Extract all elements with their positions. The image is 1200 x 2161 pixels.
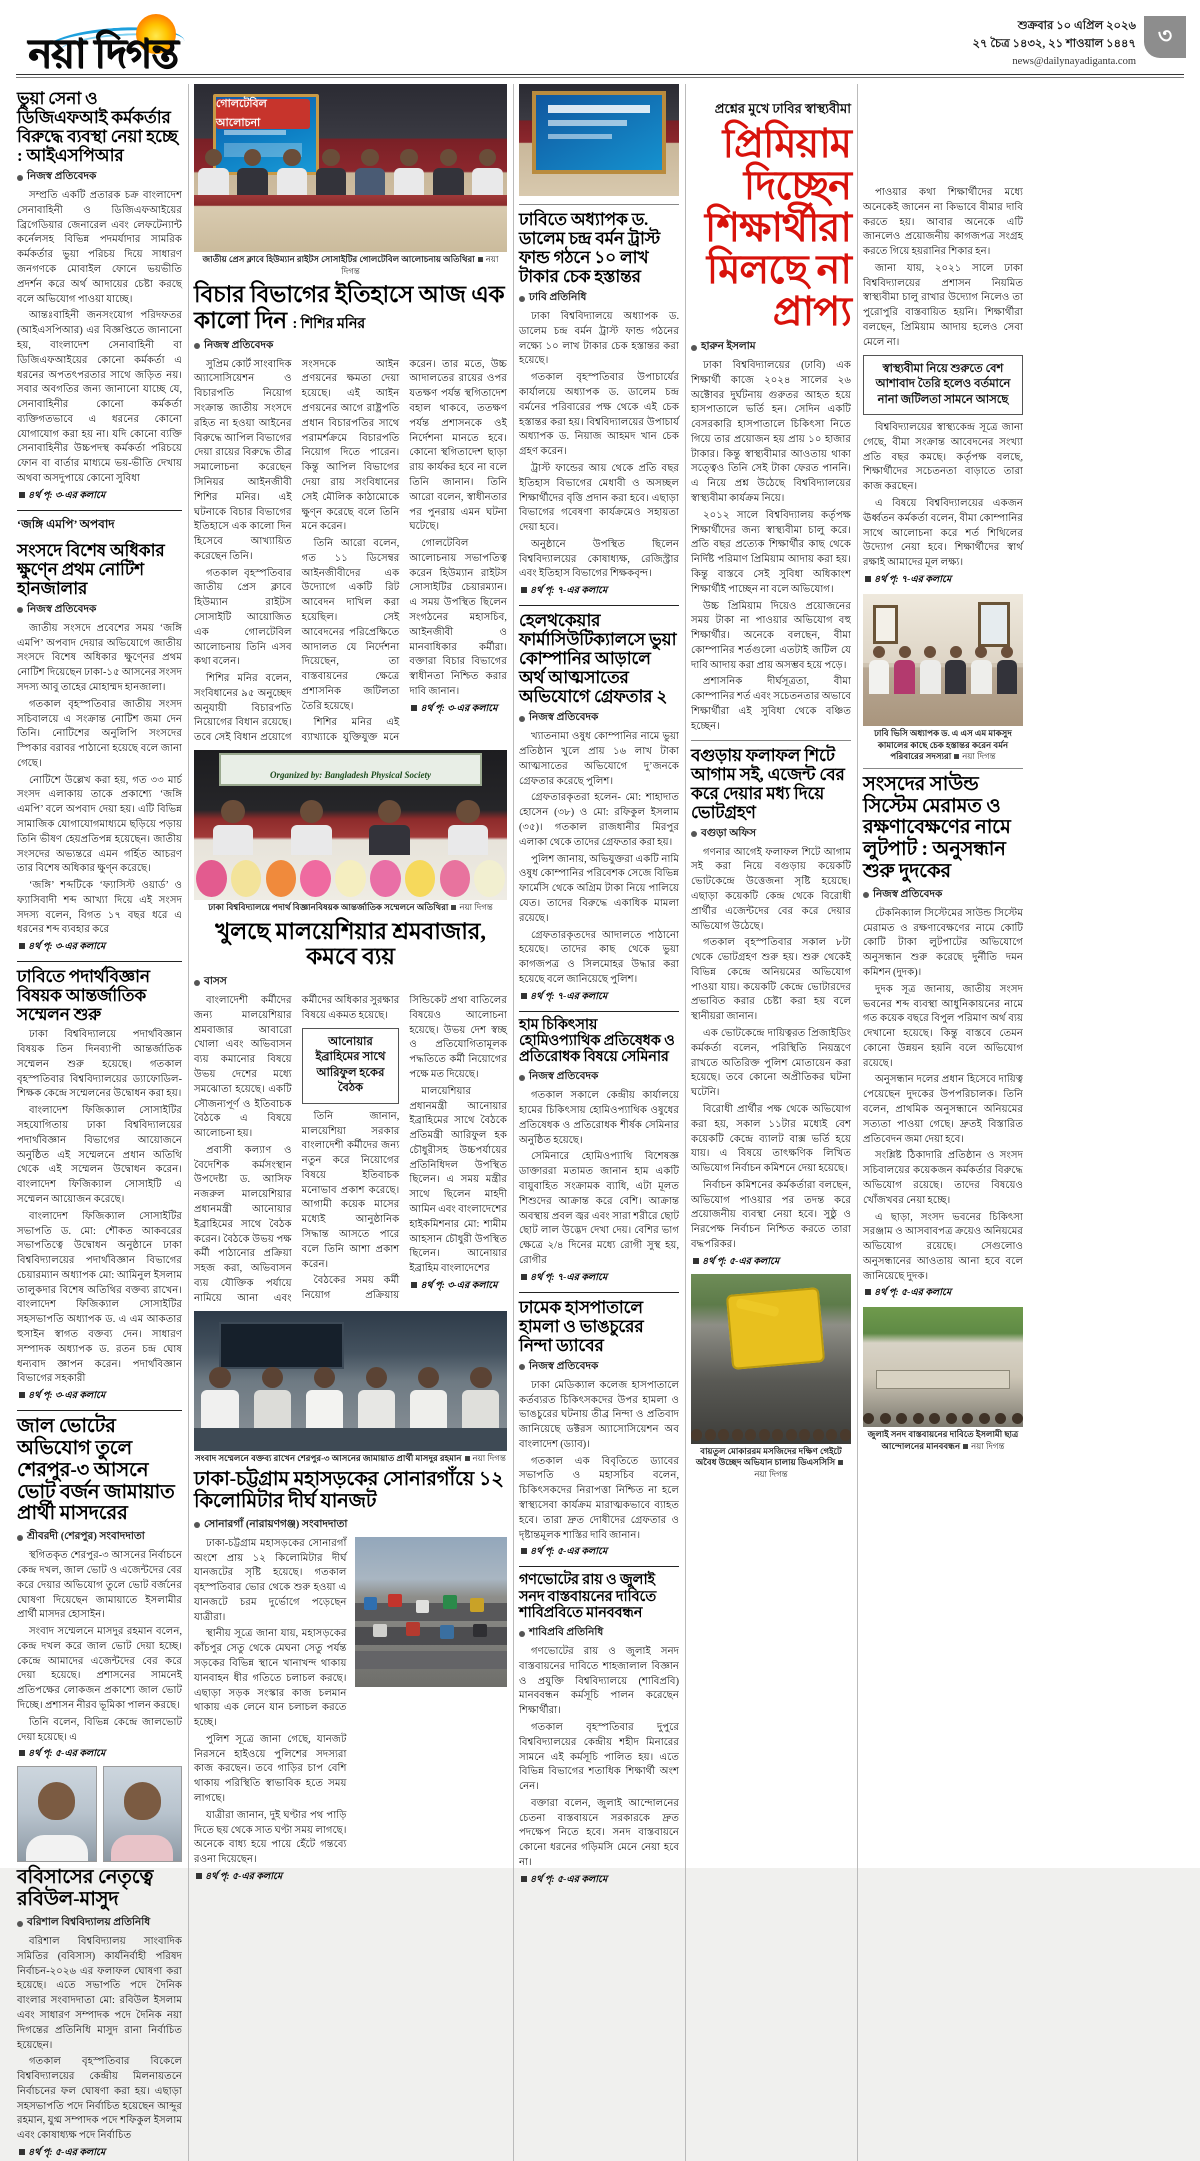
byline-jongi-mp <box>17 602 182 619</box>
paragraph: নির্বাচন কমিশনের কর্মকর্তারা বলছেন, অভিযোগ পাওয়ার পর তদন্ত করে প্রয়োজনীয় ব্যবস্থা নেয়া হবে। সুষ্ঠু ও নিরপেক্ষ নির্বাচন নিশ্চিত করতে তারা বদ্ধপরিকর। <box>691 1179 851 1250</box>
paragraph: শিশির মনির বলেন, সংবিধানের ৯৫ অনুচ্ছেদ অনুযায়ী বিচারপতি নিয়োগের বিধান রয়েছে। তবে সেই বিধান প্রয়োগে সংসদকে আইন প্রণয়নের ক্ষমতা দেয়া হয়েছে। এই আইন প্রণয়নের আগে রাষ্ট্রপতি প্রধান বিচারপতির সাথে পরামর্শক্রমে বিচারপতি নিয়োগ দিতে পারেন। কিন্তু আপিল বিভাগের দেয়া রায় সংবিধানের সেই মৌলিক কাঠামোকে ক্ষুণ্ন করেছে বলে তিনি মনে করেন। <box>194 358 400 744</box>
photo-traffic-column <box>355 1537 508 1885</box>
paragraph: গতকাল বৃহস্পতিবার সকাল ৮টা থেকে ভোটগ্রহণ শুরু হয়। শুরু থেকেই বিভিন্ন কেন্দ্রে অনিয়মের অভিযোগ পাওয়া যায়। কয়েকটি কেন্দ্রে ভোটারদের প্রভাবিত করার চেষ্টা করা হয় বলে স্থানীয়রা জানান। <box>691 937 851 1023</box>
paragraph: প্রশাসনিক দীর্ঘসূত্রতা, বীমা কোম্পানির শর্ত এবং সচেতনতার অভাবে শিক্ষার্থীরা এই সুবিধা থেকে বঞ্চিত হচ্ছেন। <box>691 676 851 732</box>
byline-text: নিজস্ব প্রতিবেদক <box>873 888 943 900</box>
paragraph: ঢাকা-চট্টগ্রাম মহাসড়কের সোনারগাঁ অংশে প্রায় ১২ কিলোমিটার দীর্ঘ যানজটের সৃষ্টি হয়েছে। গতকাল বৃহস্পতিবার ভোর থেকে শুরু হওয়া এ যানজটে চরম দুর্ভোগে পড়েছেন যাত্রীরা। <box>194 1537 347 1623</box>
byline-text: নিজস্ব প্রতিবেদক <box>529 712 599 724</box>
jump-text: ৪র্থ পৃ: ৩-এর কলামে <box>28 489 106 501</box>
pullquote-box: আনোয়ার ইব্রাহিমের সাথে আরিফুল হকের বৈঠক <box>302 1028 400 1104</box>
paragraph: সেমিনারে হোমিওপ্যাথি বিশেষজ্ঞ ডাক্তাররা মতামত জানান হাম একটি বায়ুবাহিত সংক্রামক ব্যাধি, এটা মূলত শিশুদের আক্রান্ত করে বেশি। আক্রান্ত অবস্থায় প্রবল জ্বর এবং সারা শরীরে ছোট ছোট লাল উদ্ভেদ দেখা দেয়। বেশির ভাগ ক্ষেত্রে ২/৪ দিনের মধ্যে রোগী সুস্থ হয়, রোগীর <box>519 1151 679 1266</box>
photo-content <box>519 84 679 196</box>
jump-line[interactable] <box>409 702 507 717</box>
person-head-shape <box>124 1782 161 1819</box>
paragraph: বিরোধী প্রার্থীর পক্ষ থেকে অভিযোগ করা হয়, সকাল ১১টার মধ্যেই বেশ কয়েকটি কেন্দ্রে ব্যালট বাক্স ভর্তি হয়ে যায়। এ বিষয়ে তাৎক্ষণিক লিখিত অভিযোগ নির্বাচন কমিশনে দেয়া হয়েছে। <box>691 1103 851 1175</box>
paragraph: এ ছাড়া, সংসদ ভবনের চিকিৎসা সরঞ্জাম ও আসবাবপত্র ক্রয়েও অনিয়মের অভিযোগ রয়েছে। সেগুলোও অনুসন্ধানের আওতায় আনা হবে বলে জানিয়েছে দুদক। <box>863 1211 1023 1282</box>
article-malaysia-labour <box>194 919 507 1307</box>
kicker-jongi-mp: ‘জঙ্গি এমপি’ অপবাদ <box>17 516 115 531</box>
jump-text: ৪র্থ পৃ: ৭-এর কলামে <box>874 573 952 585</box>
paragraph: দুদক সূত্র জানায়, জাতীয় সংসদ ভবনের শব্দ ব্যবস্থা আধুনিকায়নের নামে গত কয়েক বছরে বিপুল পরিমাণ অর্থ ব্যয় দেখানো হয়েছে। কিন্তু বাস্তবে তেমন কোনো উন্নয়ন হয়নি বলে অভিযোগ রয়েছে। <box>863 983 1023 1069</box>
bullet-icon <box>519 1075 525 1081</box>
bullet-icon <box>519 296 525 302</box>
paragraph: ঢাকা বিশ্ববিদ্যালয়ে অধ্যাপক ড. ডালেম চন্দ্র বর্মন ট্রাস্ট ফান্ড গঠনের লক্ষ্যে ১০ লাখ টাকার চেক হস্তান্তর করা হয়েছে। <box>519 311 679 367</box>
article-physics-conference <box>17 967 182 1404</box>
byline-trust-fund <box>519 290 679 307</box>
jump-line[interactable] <box>863 573 1023 588</box>
column-3 <box>514 84 684 2161</box>
jump-line[interactable] <box>863 1286 1023 1301</box>
crowd-row <box>863 1365 1023 1427</box>
article-isprfake <box>17 89 182 504</box>
byline-sound-system <box>863 887 1023 904</box>
photo-caption <box>194 1453 507 1465</box>
headline-trust-fund[interactable]: ঢাবিতে অধ্যাপক ড. ডালেম চন্দ্র বর্মন ট্রাস্ট ফান্ড গঠনে ১০ লাখ টাকার চেক হস্তান্তর <box>519 210 660 287</box>
photo-physics-conference <box>194 750 507 900</box>
byline-judiciary <box>194 338 507 355</box>
paragraph: ট্রাস্ট ফান্ডের আয় থেকে প্রতি বছর ইতিহাস বিভাগের মেধাবী ও অসচ্ছল শিক্ষার্থীদের বৃত্তি প্রদান করা হবে। এছাড়া বিভাগের গবেষণা কার্যক্রমেও সহায়তা দেয়া হবে। <box>519 462 679 534</box>
jump-text: ৪র্থ পৃ: ৫-এর কলামে <box>205 1870 283 1882</box>
paragraph: গতকাল সকালে কেন্দ্রীয় কার্যালয়ে হামের চিকিৎসায় হোমিওপ্যাথিক ওষুধের প্রতিষেধক ও প্রতিরোধক শীর্ষক সেমিনার অনুষ্ঠিত হয়েছে। <box>519 1090 679 1146</box>
column-1 <box>12 84 187 2161</box>
paragraph: বাংলাদেশ ফিজিক্যাল সোসাইটির সহযোগিতায় ঢাকা বিশ্ববিদ্যালয়ের পদার্থবিজ্ঞান বিভাগের আয়োজনে অনুষ্ঠিত এই সম্মেলনে প্রধান অতিথি থেকে এই সম্মেলন উদ্বোধন করেন। বাংলাদেশ ফিজিক্যাল সোসাইটি এ সম্মেলন আয়োজন করেছে। <box>17 1105 182 1205</box>
photo-human-chain <box>863 1307 1023 1427</box>
gregorian-date: শুক্রবার ১০ এপ্রিল ২০২৬ <box>1017 20 1136 32</box>
headline-sound-system-loot[interactable]: সংসদের সাউন্ড সিস্টেম মেরামত ও রক্ষণাবেক্ষণের নামে লুটপাট : অনুসন্ধান শুরু দুদকের <box>863 773 1011 883</box>
byline-dmch <box>519 1359 679 1376</box>
byline-homeopathy <box>519 1069 679 1086</box>
article-jongi-mp <box>17 516 182 956</box>
paragraph: গ্রেফতারকৃতরা হলেন- মো: শাহাদাত হোসেন (৩৮) ও মো: রফিকুল ইসলাম (৩৫)। গতকাল রাজধানীর মিরপুর এলাকা থেকে তাদের গ্রেফতার করা হয়। <box>519 792 679 848</box>
caption-text: সংবাদ সম্মেলনে বক্তব্য রাখেন শেরপুর-৩ আসনের জামায়াত প্রার্থী মাসদুর রহমান <box>195 1452 462 1463</box>
byline-pharma <box>519 710 679 727</box>
article-judiciary-black-day <box>194 282 507 746</box>
photo-content <box>355 1537 508 1687</box>
person-shirt-shape <box>111 1835 173 1861</box>
headline-sust-protest[interactable]: গণভোটের রায় ও জুলাই সনদ বাস্তবায়নের দাবিতে শাবিপ্রবিতে মানববন্ধন <box>519 1572 657 1621</box>
kicker-main-story: প্রশ্নের মুখে ঢাবির স্বাস্থ্যবীমা <box>714 101 851 116</box>
byline-malaysia <box>194 974 507 991</box>
article-body-columns <box>194 994 507 1306</box>
excavator-shape <box>726 1287 825 1370</box>
article-homeopathy-seminar <box>519 1017 679 1286</box>
byline-sherpur <box>17 1529 182 1546</box>
bullet-icon <box>194 343 200 349</box>
section-divider <box>519 1011 679 1012</box>
caption-credit: নয়া দিগন্ত <box>459 902 493 912</box>
article-parliament-sound-system <box>863 774 1023 1302</box>
byline-bogura <box>691 826 851 843</box>
photo-content <box>863 594 1023 726</box>
bullet-icon <box>691 831 697 837</box>
paragraph: বরিশাল বিশ্ববিদ্যালয় সাংবাদিক সমিতির (ববিসাস) কার্যনির্বাহী পরিষদ নির্বাচন-২০২৬ এর ফলাফল ঘোষণা করা হয়েছে। এতে সভাপতি পদে দৈনিক বাংলার সংবাদদাতা মো: রবিউল ইসলাম এবং সাধারণ সম্পাদক পদে দৈনিক নয়া দিগন্তের প্রতিনিধি মাসুদ রানা নির্বাচিত হয়েছেন। <box>17 1936 182 2051</box>
masthead-divider-secondary <box>16 77 1184 78</box>
paragraph: বাংলাদেশী কর্মীদের জন্য মালয়েশিয়ার শ্রমবাজার আবারো খোলা এবং অভিবাসন ব্যয় কমানোর বিষয়ে উভয় দেশের মধ্যে সমঝোতা হয়েছে। একটি সৌজন্যপূর্ণ ও ইতিবাচক বৈঠকে এ বিষয়ে আলোচনা হয়। <box>194 995 292 1140</box>
bullet-icon <box>17 175 23 181</box>
portrait-photo <box>17 1766 97 1862</box>
paragraph: এ বিষয়ে বিশ্ববিদ্যালয়ের একজন ঊর্ধ্বতন কর্মকর্তা বলেন, বীমা কোম্পানির সাথে আলোচনা করে শর্ত শিথিলের উদ্যোগ নেয়া হবে। শিক্ষার্থীদের স্বার্থ রক্ষাই আমাদের মূল লক্ষ্য। <box>863 498 1023 569</box>
paragraph: তিনি আরো বলেন, গত ১১ ডিসেম্বর আইনজীবীদের এক উদ্যোগে একটি রিট আবেদন দাখিল করা হয়েছিল। সেই আবেদনের পরিপ্রেক্ষিতে আদালত যে নির্দেশনা দিয়েছেন, তা বাস্তবায়নের ক্ষেত্রে প্রশাসনিক জটিলতা তৈরি হয়েছে। <box>301 538 400 712</box>
photo-people-row <box>194 1361 507 1428</box>
byline-text: ঢাবি প্রতিনিধি <box>529 292 587 304</box>
headline-isprfake[interactable]: ভুয়া সেনা ও ডিজিএফআই কর্মকর্তার বিরুদ্ধে ব্যবস্থা নেয়া হচ্ছে : আইএসপিআর <box>17 89 178 166</box>
photo-people-row <box>863 618 1023 695</box>
caption-text: জুলাই সনদ বাস্তবায়নের দাবিতে ইসলামী ছাত্র আন্দোলনের মানববন্ধন <box>867 1429 1019 1451</box>
jump-text: ৪র্থ পৃ: ৫-এর কলামে <box>702 1255 780 1267</box>
paragraph: নোটিশে উল্লেখ করা হয়, গত ৩৩ মার্চ সংসদ এলাকায় তাকে প্রকাশ্যে ‘জঙ্গি এমপি’ বলে অপবাদ দেয়া হয়। এটি বিভিন্ন সামাজিক যোগাযোগমাধ্যমে ছড়িয়ে পড়ায় তিনি ভীষণ হেয়প্রতিপন্ন হয়েছেন। জাতীয় সংসদের অভ্যন্তরে এমন গর্হিত আচরণ তার বিশেষ অধিকার ক্ষুণ্ন করেছে। <box>17 774 182 875</box>
paragraph: বৈঠকের সময় কর্মী নিয়োগ প্রক্রিয়ায় সিন্ডিকেট প্রথা বাতিলের বিষয়েও আলোচনা হয়েছে। উভয় দেশ স্বচ্ছ ও প্রতিযোগিতামূলক পদ্ধতিতে কর্মী নিয়োগের পক্ষে মত দিয়েছে। <box>301 995 507 1302</box>
paragraph: সংশ্লিষ্ট ঠিকাদারি প্রতিষ্ঠান ও সংসদ সচিবালয়ের কয়েকজন কর্মকর্তার বিরুদ্ধে অভিযোগ রয়েছে। তাদের বিষয়েও খোঁজখবর নেয়া হচ্ছে। <box>863 1150 1023 1206</box>
paragraph: সুপ্রিম কোর্ট সাংবাদিক অ্যাসোসিয়েশন ও বিচারপতি নিয়োগ সংক্রান্ত জাতীয় সংসদে রহিত না হওয়া আইনের বিরুদ্ধে আপিল বিভাগের দেয়া রায়ের বিরুদ্ধে তীব্র সমালোচনা করেছেন সিনিয়র আইনজীবী শিশির মনির। এই ঘটনাকে বিচার বিভাগের ইতিহাসে এক কালো দিন হিসেবে আখ্যায়িত করেছেন তিনি। <box>194 358 292 562</box>
jump-line[interactable] <box>691 1255 851 1270</box>
spacer-headline-overflow <box>863 100 1023 186</box>
jump-line[interactable] <box>519 584 679 599</box>
bullet-icon <box>17 1921 23 1927</box>
jump-line[interactable] <box>17 2146 182 2161</box>
photo-caption <box>194 902 507 914</box>
person-head-shape <box>38 1782 75 1819</box>
jump-text: ৪র্থ পৃ: ৫-এর কলামে <box>28 1748 106 1760</box>
section-divider <box>519 1292 679 1293</box>
bullet-icon <box>691 345 697 351</box>
byline-bobisas <box>17 1915 182 1932</box>
photo-content <box>194 750 507 900</box>
portrait-photo <box>103 1766 183 1862</box>
bullet-icon <box>519 1364 525 1370</box>
paragraph: ঢাকা মেডিক্যাল কলেজ হাসপাতালে কর্তব্যরত চিকিৎসকদের উপর হামলা ও ভাঙচুরের ঘটনায় তীব্র নিন্দা ও প্রতিবাদ জানিয়েছে ডক্টরস অ্যাসোসিয়েশন অব বাংলাদেশ (ড্যাব)। <box>519 1379 679 1450</box>
paragraph: পুলিশ জানায়, অভিযুক্তরা একটি নামি ওষুধ কোম্পানির পরিবেশক সেজে বিভিন্ন ফার্মেসি থেকে অগ্রিম টাকা নিয়ে পালিয়ে যেত। তাদের বিরুদ্ধে একাধিক মামলা রয়েছে। <box>519 853 679 924</box>
paragraph: গতকাল এক বিবৃতিতে ড্যাবের সভাপতি ও মহাসচিব বলেন, চিকিৎসকদের নিরাপত্তা নিশ্চিত না হলে স্বাস্থ্যসেবা কার্যক্রম মারাত্মকভাবে ব্যাহত হবে। তারা দ্রুত দোষীদের গ্রেফতার ও দৃষ্টান্তমূলক শাস্তির দাবি জানান। <box>519 1455 679 1541</box>
pullquote-main-story: স্বাস্থ্যবীমা নিয়ে শুরুতে বেশ আশাবাদ তৈরি হলেও বর্তমানে নানা জটিলতা সামনে আসছে <box>863 355 1023 416</box>
article-text-block <box>194 1537 347 1885</box>
bullet-icon <box>17 1535 23 1541</box>
article-bobisas <box>17 1867 182 2161</box>
jump-line[interactable] <box>194 1870 347 1885</box>
photo-content <box>863 1307 1023 1427</box>
photo-table-front <box>194 195 507 252</box>
caption-text: ঢাবি ভিসি অধ্যাপক ড. এ এস এম মাকসুদ কামালের কাছে চেক হস্তান্তর করেন বর্মন পরিবারের সদস্যরা <box>874 727 1012 762</box>
main-photo-left <box>519 84 679 199</box>
article-with-photo <box>194 1537 507 1885</box>
jump-line[interactable] <box>519 1545 679 1560</box>
masthead-dateline <box>973 18 1136 70</box>
bullet-icon <box>17 607 23 613</box>
headline-pharma-fraud[interactable]: হেলথকেয়ার ফার্মাসিউটিক্যালসে ভুয়া কোম্পানির আড়ালে অর্থ আত্মসাতের অভিযোগে গ্রেফতার ২ <box>519 611 677 707</box>
paragraph: বিশ্ববিদ্যালয়ের স্বাস্থ্যকেন্দ্র সূত্রে জানা গেছে, বীমা সংক্রান্ত আবেদনের সংখ্যা প্রতি বছর কমছে। কর্তৃপক্ষ বলছে, শিক্ষার্থীদের সচেতনতা বাড়াতে তারা কাজ করছেন। <box>863 422 1023 493</box>
photo-caption <box>194 254 507 277</box>
byline-text: নিজস্ব প্রতিবেদক <box>529 1360 599 1372</box>
caption-credit: নয়া দিগন্ত <box>341 254 499 276</box>
headline-physics-conference[interactable]: ঢাবিতে পদার্থবিজ্ঞান বিষয়ক আন্তর্জাতিক সম্মেলন শুরু <box>17 967 150 1025</box>
paragraph: গোলটেবিল আলোচনায় সভাপতিত্ব করেন হিউম্যান রাইটস সোসাইটির চেয়ারম্যান। এ সময় উপস্থিত ছিলেন সংগঠনের মহাসচিব, আইনজীবী ও মানবাধিকার কর্মীরা। বক্তারা বিচার বিভাগের স্বাধীনতা নিশ্চিত করার দাবি জানান। <box>409 538 507 697</box>
jump-line[interactable] <box>17 1747 182 1762</box>
photo-projection-screen <box>219 753 482 786</box>
paragraph: ঢাকা বিশ্ববিদ্যালয়ে পদার্থবিজ্ঞান বিষয়ক তিন দিনব্যাপী আন্তর্জাতিক সম্মেলন শুরু হয়েছে। গতকাল বৃহস্পতিবার বিশ্ববিদ্যালয়ের ড্যাফোডিল-শিক্ষক কেন্দ্রে সম্মেলনের উদ্বোধন করা হয়। <box>17 1029 182 1100</box>
paragraph: গতকাল বৃহস্পতিবার জাতীয় সংসদ সচিবালয়ে এ সংক্রান্ত নোটিশ জমা দেন তিনি। নোটিশের অনুলিপি সংসদের স্পিকার বরাবর পাঠানো হয়েছে বলে জানা গেছে। <box>17 698 182 769</box>
caption-credit: নয়া দিগন্ত <box>472 1452 506 1463</box>
person-shirt-shape <box>26 1835 88 1861</box>
headline-jongi-mp[interactable]: সংসদে বিশেষ অধিকার ক্ষুণ্নে প্রথম নোটিশ হানজালার <box>17 540 165 598</box>
paragraph: পাওয়ার কথা শিক্ষার্থীদের মধ্যে অনেকেই জানেন না কিভাবে বীমার দাবি করতে হয়। আবার অনেকে এটি জানলেও প্রয়োজনীয় কাগজপত্র সংগ্রহ করতে গিয়ে হয়রানির শিকার হন। <box>863 187 1023 258</box>
paragraph: ঢাকা বিশ্ববিদ্যালয়ের (ঢাবি) এক শিক্ষার্থী কাজে ২০২৪ সালের ২৬ অক্টোবর দুর্ঘটনায় গুরুতর আহত হয়ে হাসপাতালে ভর্তি হন। সেদিন একটি বেসরকারি হাসপাতালে চিকিৎসা নিতে গিয়ে তার প্রয়োজন হয় প্রায় ১০ হাজার টাকার। কিন্তু স্বাস্থ্যবীমার আওতায় থাকা সত্ত্বেও তিনি সেই টাকা ফেরত পাননি। এ নিয়ে প্রশ্ন উঠেছে বিশ্ববিদ্যালয়ের স্বাস্থ্যবীমা কার্যক্রম নিয়ে। <box>691 360 851 505</box>
newspaper-logo[interactable] <box>18 12 348 76</box>
paragraph: বক্তারা বলেন, জুলাই আন্দোলনের চেতনা বাস্তবায়নে সরকারকে দ্রুত পদক্ষেপ নিতে হবে। সনদ বাস্তবায়নে কোনো ধরনের গড়িমসি মেনে নেয়া হবে না। <box>519 1797 679 1869</box>
paragraph: গণনার আগেই ফলাফল শিটে আগাম সই করা নিয়ে বগুড়ায় কয়েকটি ভোটকেন্দ্রে উত্তেজনা সৃষ্টি হয়েছে। এছাড়া কয়েকটি কেন্দ্র থেকে বিরোধী প্রার্থীর এজেন্টদের বের করে দেয়ার অভিযোগ উঠেছে। <box>691 846 851 932</box>
headline-main-text: বিচার বিভাগের ইতিহাসে আজ এক কালো দিন <box>194 282 505 333</box>
paragraph: তিনি জানান, মালয়েশিয়া সরকার বাংলাদেশী কর্মীদের জন্য নতুন করে নিয়োগের বিষয়ে ইতিবাচক মনোভাব প্রকাশ করেছে। আগামী কয়েক মাসের মধ্যেই আনুষ্ঠানিক সিদ্ধান্ত আসতে পারে বলে তিনি আশা প্রকাশ করেন। <box>301 1110 400 1270</box>
photo-table <box>194 1428 507 1450</box>
spacer <box>863 84 1023 100</box>
headline-dmch-attack[interactable]: ঢামেক হাসপাতালে হামলা ও ভাঙচুরের নিন্দা ড্যাবের <box>519 1297 644 1355</box>
headline-homeopathy-seminar[interactable]: হাম চিকিৎসায় হোমিওপ্যাথিক প্রতিষেধক ও প্রতিরোধক বিষয়ে সেমিনার <box>519 1016 675 1066</box>
jump-line[interactable] <box>519 990 679 1005</box>
byline-text: নিজস্ব প্রতিবেদক <box>204 339 274 351</box>
article-pharma-fraud <box>519 611 679 1004</box>
paragraph: গতকাল বৃহস্পতিবার বিকেলে বিশ্ববিদ্যালয়ের কেন্দ্রীয় মিলনায়তনে নির্বাচনের ফল ঘোষণা করা হয়। এছাড়া সহসভাপতি পদে নির্বাচিত হয়েছেন আব্দুর রহমান, যুগ্ম সম্পাদক পদে শফিকুল ইসলাম এবং কোষাধ্যক্ষ পদে নির্বাচিত <box>17 2056 182 2142</box>
byline-sust <box>519 1625 679 1642</box>
contact-email[interactable]: news@dailynayadiganta.com <box>1012 55 1136 67</box>
bullet-icon <box>519 1631 525 1637</box>
section-divider <box>519 605 679 606</box>
caption-text: ঢাকা বিশ্ববিদ্যালয়ে পদার্থ বিজ্ঞানবিষয়ক আন্তর্জাতিক সম্মেলনে অতিথিরা <box>208 902 449 912</box>
paragraph: পুলিশ সূত্রে জানা গেছে, যানজট নিরসনে হাইওয়ে পুলিশের সদস্যরা কাজ করছেন। তবে গাড়ির চাপ বেশি থাকায় পরিস্থিতি স্বাভাবিক হতে সময় লাগছে। <box>194 1733 347 1805</box>
masthead <box>12 10 1188 76</box>
headline-main-line2[interactable]: মিলছে না প্রাপ্য <box>706 247 851 334</box>
photo-eviction-drive <box>691 1274 851 1444</box>
article-sust-protest <box>519 1572 679 1887</box>
paragraph: উচ্চ প্রিমিয়াম দিয়েও প্রয়োজনের সময় টাকা না পাওয়ার অভিযোগ বহু শিক্ষার্থীর। অনেকে বলছেন, বীমা কোম্পানির শর্তগুলো এতটাই জটিল যে দাবি আদায় করা প্রায় অসম্ভব হয়ে পড়ে। <box>691 600 851 671</box>
paragraph: সম্প্রতি একটি প্রতারক চক্র বাংলাদেশ সেনাবাহিনী ও ডিজিএফআইয়ের ব্রিগেডিয়ার জেনারেল এবং লেফটেন্যান্ট কর্নেলসহ বিভিন্ন পদমর্যাদার সামরিক কর্মকর্তার ভুয়া পরিচয় দিয়ে সাধারণ জনগণকে মোবাইল ফোনে ভয়ভীতি প্রদর্শন করে অর্থ আদায়ের চেষ্টা করছে বলে অভিযোগ পাওয়া যাচ্ছে। <box>17 190 182 305</box>
photo-people-row <box>194 795 507 855</box>
bullet-icon <box>194 1522 200 1528</box>
paragraph: স্থগিতকৃত শেরপুর-৩ আসনের নির্বাচনে কেন্দ্র দখল, জাল ভোট ও এজেন্টদের বের করে দেয়ার অভিযোগ তুলে ভোট বর্জনের ঘোষণা দিয়েছেন জামায়াতে ইসলামীর প্রার্থী মাসদর হোসাইন। <box>17 1550 182 1621</box>
headline-traffic-jam[interactable]: ঢাকা-চট্টগ্রাম মহাসড়কের সোনারগাঁয়ে ১২ কিলোমিটার দীর্ঘ যানজট <box>194 1469 504 1512</box>
section-divider <box>691 740 851 741</box>
byline-text: হারুন ইসলাম <box>701 341 756 352</box>
crowd-row <box>691 1362 851 1444</box>
portrait-pair <box>17 1766 182 1862</box>
caption-credit: নয়া দিগন্ত <box>754 1468 788 1479</box>
article-traffic-jam <box>194 1469 507 1885</box>
paragraph: ‘জঙ্গি’ শব্দটিকে ‘ফ্যাসিস্ট ওয়ার্ড’ ও ফ্যাসিবাদী শব্দ আখ্যা দিয়ে এই সংসদ সদস্য বলেন, বিগত ১৭ বছর ধরে এ ধরনের শব্দ ব্যবহার করে <box>17 880 182 936</box>
photo-screen-text: Organized by: Bangladesh Physical Society <box>270 769 431 780</box>
byline-main-story <box>691 339 851 356</box>
article-body-columns <box>194 358 507 746</box>
paragraph: জাতীয় সংসদে প্রবেশের সময় ‘জঙ্গি এমপি’ অপবাদ দেয়ার অভিযোগে জাতীয় সংসদে বিশেষ অধিকার ক্ষুণ্নের প্রথম নোটিশ দিয়েছেন ঢাকা-১৫ আসনের সংসদ সদস্য আবু তাহের মোহাম্মদ হানজালা। <box>17 622 182 693</box>
page-number-badge: ৩ <box>1144 16 1186 58</box>
jump-text: ৪র্থ পৃ: ৭-এর কলামে <box>530 585 608 597</box>
headline-main-line1[interactable]: প্রিমিয়াম দিচ্ছেন শিক্ষার্থীরা <box>704 121 851 250</box>
photo-content <box>194 1311 507 1451</box>
section-divider <box>519 1566 679 1567</box>
caption-text: বায়তুল মোকাররম মসজিদের দক্ষিণ গেইটে অবৈধ উচ্ছেদ অভিযান চালায় ডিএসসিসি <box>695 1445 842 1468</box>
jump-line[interactable] <box>17 489 182 504</box>
paragraph: খ্যাতনামা ওষুধ কোম্পানির নামে ভুয়া প্রতিষ্ঠান খুলে প্রায় ১৬ লাখ টাকা আত্মসাতের অভিযোগে দু’জনকে গ্রেফতার করেছে পুলিশ। <box>519 731 679 787</box>
caption-credit: নয়া দিগন্ত <box>971 1441 1005 1451</box>
paragraph: বাংলাদেশ ফিজিক্যাল সোসাইটির সভাপতি ড. মো: শৌকত আকবরের সভাপতিত্বে উদ্বোধন অনুষ্ঠানে ঢাকা বিশ্ববিদ্যালয়ের পদার্থবিজ্ঞান বিভাগের চেয়ারম্যান অধ্যাপক মো: আমিনুল ইসলাম তালুকদার বিশেষ অতিথির বক্তব্য রাখেন। বাংলাদেশ ফিজিক্যাল সোসাইটির সহসভাপতি অধ্যাপক ড. এ এম আকতার হুসাইন স্বাগত বক্তব্য দেন। সাধারণ সম্পাদক অধ্যাপক ড. রতন চন্দ্র ঘোষ ধন্যবাদ জ্ঞাপন করেন। পদার্থবিজ্ঞান বিভাগের সহকারী <box>17 1210 182 1385</box>
headline-bogura-vote[interactable]: বগুড়ায় ফলাফল শিটে আগাম সই, এজেন্ট বের করে দেয়ার মধ্য দিয়ে ভোটগ্রহণ <box>691 745 845 822</box>
byline-text: শ্রীবরদী (শেরপুর) সংবাদদাতা <box>27 1531 145 1543</box>
photo-backdrop-banner <box>532 91 666 174</box>
paragraph: যাত্রীরা জানান, দুই ঘণ্টার পথ পাড়ি দিতে ছয় থেকে সাত ঘণ্টা সময় লাগছে। অনেকে বাধ্য হয়ে পায়ে হেঁটে গন্তব্যে রওনা দিয়েছেন। <box>194 1809 347 1866</box>
bengali-hijri-date: ২৭ চৈত্র ১৪৩২, ২১ শাওয়াল ১৪৪৭ <box>972 37 1136 50</box>
byline-text: সোনারগাঁ (নারায়ণগঞ্জ) সংবাদদাতা <box>204 1518 348 1530</box>
bullet-icon <box>519 716 525 722</box>
column-2 <box>189 84 512 2161</box>
paragraph: গণভোটের রায় ও জুলাই সনদ বাস্তবায়নের দাবিতে শাহজালাল বিজ্ঞান ও প্রযুক্তি বিশ্ববিদ্যালয়ে (শাবিপ্রবি) মানববন্ধন কর্মসূচি পালন করেছেন শিক্ষার্থীরা। <box>519 1646 679 1717</box>
jump-text: ৪র্থ পৃ: ৩-এর কলামে <box>28 941 106 953</box>
photo-highway-traffic <box>355 1537 508 1687</box>
article-trust-fund <box>519 210 679 599</box>
photo-content <box>691 1274 851 1444</box>
byline-traffic <box>194 1517 507 1534</box>
photo-press-club-roundtable <box>194 84 507 252</box>
photo-flower-row <box>194 849 507 900</box>
bullet-icon <box>194 980 200 986</box>
jump-text: ৪র্থ পৃ: ৫-এর কলামে <box>530 1873 608 1885</box>
jump-text: ৪র্থ পৃ: ৭-এর কলামে <box>530 1271 608 1283</box>
paragraph: শিশির মনির এই ব্যাখ্যাকে যুক্তিযুক্ত মনে করেন। তার মতে, উচ্চ আদালতের রায়ের ওপর যতক্ষণ পর্যন্ত স্থগিতাদেশ বহাল থাকবে, ততক্ষণ পর্যন্ত প্রশাসনকে ওই নির্দেশনা মানতে হবে। কোনো স্থগিতাদেশ ছাড়া রায় কার্যকর হবে না বলে তিনি জানান। তিনি আরো বলেন, স্বাধীনতার পর পুনরায় এমন ঘটনা ঘটেছে। <box>301 358 507 744</box>
paragraph: স্থানীয় সূত্রে জানা যায়, মহাসড়কের কাঁচপুর সেতু থেকে মেঘনা সেতু পর্যন্ত সড়কের বিভিন্ন স্থানে খানাখন্দ থাকায় যানবাহন ধীর গতিতে চলাচল করছে। এছাড়া সড়ক সংস্কার কাজ চলমান থাকায় এক লেনে যান চলাচল করতে হচ্ছে। <box>194 1628 347 1729</box>
article-vote-bogura-left <box>691 746 851 1270</box>
masthead-divider <box>16 74 1184 75</box>
photo-cheque-handover <box>863 594 1023 726</box>
paragraph: টেকনিক্যাল সিস্টেমের সাউন্ড সিস্টেম মেরামত ও রক্ষণাবেক্ষণের নামে কোটি কোটি টাকা লুটপাটের অভিযোগে অনুসন্ধান শুরু করেছে দুর্নীতি দমন কমিশন (দুদক)। <box>863 907 1023 978</box>
paragraph: সংবাদ সম্মেলনে মাসদুর রহমান বলেন, কেন্দ্র দখল করে জাল ভোট দেয়া হচ্ছে। কেন্দ্রে আমাদের এজেন্টদের বের করে দেয়া হয়েছে। প্রশাসনের সামনেই প্রতিপক্ষের লোকজন প্রকাশ্যে জাল ভোট দিচ্ছে। প্রশাসন নীরব ভূমিকা পালন করছে। <box>17 1626 182 1712</box>
section-divider <box>17 961 182 962</box>
byline-text: বগুড়া অফিস <box>701 827 757 839</box>
paragraph: ২০১২ সালে বিশ্ববিদ্যালয় কর্তৃপক্ষ শিক্ষার্থীদের জন্য স্বাস্থ্যবীমা চালু করে। প্রতি বছর প্রত্যেক শিক্ষার্থীর কাছ থেকে নির্দিষ্ট পরিমাণ প্রিমিয়াম আদায় করা হয়। কিন্তু বাস্তবে সেই সুবিধা অধিকাংশ শিক্ষার্থীই পাচ্ছেন না বলে অভিযোগ। <box>691 509 851 595</box>
column-4 <box>686 84 856 2161</box>
paragraph: আন্তঃবাহিনী জনসংযোগ পরিদফতর (আইএসপিআর) এর বিজ্ঞপ্তিতে জানানো হয়, বাংলাদেশ সেনাবাহিনী বা ডিজিএফআইয়ের কোনো কর্মকর্তা এ ধরনের অপতৎপরতার সাথে জড়িত নয়। সবার অবগতির জন্য জানানো যাচ্ছে যে, সেনাবাহিনীর কোনো কর্মকর্তা ব্যক্তিগতভাবে এ ধরনের কোনো যোগাযোগ করা হয় না। যদি কোনো ব্যক্তি সেনাবাহিনীর উচ্চপদস্থ কর্মকর্তা পরিচয়ে ফোন বা বার্তার মাধ্যমে ভয়-ভীতি দেখায় অথবা অসদুপায়ে কোনো সুবিধা <box>17 310 182 484</box>
section-divider <box>863 768 1023 769</box>
paragraph: প্রবাসী কল্যাণ ও বৈদেশিক কর্মসংস্থান উপদেষ্টা ড. আসিফ নজরুল মালয়েশিয়ার প্রধানমন্ত্রী আনোয়ার ইব্রাহিমের সাথে বৈঠক করেন। বৈঠকে উভয় পক্ষ কর্মী পাঠানোর প্রক্রিয়া সহজ করা, অভিবাসন ব্যয় যৌক্তিক পর্যায়ে নামিয়ে আনা এবং কর্মীদের অধিকার সুরক্ষার বিষয়ে একমত হয়েছে। <box>194 995 400 1304</box>
jump-text: ৪র্থ পৃ: ৫-এর কলামে <box>28 2146 106 2158</box>
article-sherpur-boycott <box>17 1416 182 1762</box>
paragraph: গতকাল বৃহস্পতিবার দুপুরে বিশ্ববিদ্যালয়ের কেন্দ্রীয় শহীদ মিনারের সামনে এই কর্মসূচি পালিত হয়। এতে বিভিন্ন বিভাগের শতাধিক শিক্ষার্থী অংশ নেন। <box>519 1722 679 1793</box>
paragraph: অনুসন্ধান দলের প্রধান হিসেবে দায়িত্ব পেয়েছেন দুদকের উপপরিচালক। তিনি বলেন, প্রাথমিক অনুসন্ধানে অনিয়মের সত্যতা পাওয়া গেছে। দ্রুতই বিস্তারিত প্রতিবেদন জমা দেয়া হবে। <box>863 1074 1023 1145</box>
jump-text: ৪র্থ পৃ: ৩-এর কলামে <box>420 1279 498 1291</box>
headline-sherpur-boycott[interactable]: জাল ভোটের অভিযোগ তুলে শেরপুর-৩ আসনে ভোট বর্জন জামায়াত প্রার্থী মাসদরের <box>17 1416 175 1525</box>
photo-caption <box>863 728 1023 763</box>
paragraph: অনুষ্ঠানে উপস্থিত ছিলেন বিশ্ববিদ্যালয়ের কোষাধ্যক্ষ, রেজিস্ট্রার এবং ইতিহাস বিভাগের শিক্ষকবৃন্দ। <box>519 538 679 580</box>
spacer <box>691 84 851 100</box>
photo-content <box>194 84 507 252</box>
section-divider <box>17 510 182 511</box>
headline-judiciary[interactable] <box>194 282 507 334</box>
photo-people-row <box>194 128 507 199</box>
caption-text: জাতীয় প্রেস ক্লাবে হিউম্যান রাইটস সোসাইটির গোলটেবিল আলোচনায় অতিথিরা <box>202 254 475 264</box>
photo-press-conference-jamaat <box>194 1311 507 1451</box>
byline-text: নিজস্ব প্রতিবেদক <box>27 603 97 615</box>
jump-text: ৪র্থ পৃ: ৫-এর কলামে <box>874 1287 952 1299</box>
paragraph: মালয়েশিয়ার প্রধানমন্ত্রী আনোয়ার ইব্রাহিমের সাথে বৈঠকে প্রতিমন্ত্রী আরিফুল হক চৌধুরীসহ উচ্চপর্যায়ের প্রতিনিধিদল উপস্থিত ছিলেন। এ সময় মন্ত্রীর সাথে ছিলেন মাহদী আমিন এবং বাংলাদেশের হাইকমিশনার মো: শামীম আহসান চৌধুরী উপস্থিত ছিলেন। আনোয়ার ইব্রাহিম বাংলাদেশের <box>409 1085 507 1275</box>
jump-text: ৪র্থ পৃ: ৭-এর কলামে <box>530 990 608 1002</box>
byline-text: শাবিপ্রবি প্রতিনিধি <box>529 1627 604 1639</box>
section-divider <box>17 1410 182 1411</box>
photo-caption <box>691 1446 851 1481</box>
jump-line[interactable] <box>519 1271 679 1286</box>
byline-isprfake <box>17 169 182 186</box>
headline-attribution: : শিশির মনির <box>292 315 366 332</box>
photo-main-story <box>519 84 679 196</box>
paragraph: এক ভোটকেন্দ্রে দায়িত্বরত প্রিজাইডিং কর্মকর্তা বলেন, পরিস্থিতি নিয়ন্ত্রণে রাখতে অতিরিক্ত পুলিশ মোতায়েন করা হয়েছে। তবে কোনো অপ্রীতিকর ঘটনা ঘটেনি। <box>691 1028 851 1099</box>
paragraph: গ্রেফতারকৃতদের আদালতে পাঠানো হয়েছে। তাদের কাছ থেকে ভুয়া কাগজপত্র ও সিলমোহর উদ্ধার করা হয়েছে বলে জানিয়েছে পুলিশ। <box>519 929 679 985</box>
section-divider <box>519 204 679 205</box>
paragraph: তিনি বলেন, বিভিন্ন কেন্দ্রে জালভোট দেয়া হয়েছে। এ <box>17 1716 182 1743</box>
jump-text: ৪র্থ পৃ: ৫-এর কলামে <box>530 1546 608 1558</box>
paragraph: গতকাল বৃহস্পতিবার উপাচার্যের কার্যালয়ে অধ্যাপক ড. ডালেম চন্দ্র বর্মনের পরিবারের পক্ষ থেকে এই চেক হস্তান্তর করা হয়। বিশ্ববিদ্যালয়ের উপাচার্য অধ্যাপক ড. নিয়াজ আহমদ খান চেক গ্রহণ করেন। <box>519 372 679 458</box>
headline-bobisas[interactable]: ববিসাসের নেতৃত্বে রবিউল-মাসুদ <box>17 1867 154 1911</box>
photo-caption <box>863 1429 1023 1452</box>
byline-text: বরিশাল বিশ্ববিদ্যালয় প্রতিনিধি <box>27 1917 151 1929</box>
jump-line[interactable] <box>17 940 182 955</box>
paragraph: গতকাল বৃহস্পতিবার জাতীয় প্রেস ক্লাবে হিউম্যান রাইটস সোসাইটি আয়োজিত এক গোলটেবিল আলোচনায় তিনি এসব কথা বলেন। <box>194 567 292 668</box>
caption-credit: নয়া দিগন্ত <box>962 751 996 762</box>
column-5 <box>858 84 1028 2161</box>
byline-text: বাসস <box>204 976 227 988</box>
logo-text: নয়া দিগন্ত <box>28 31 178 76</box>
jump-line[interactable] <box>17 1389 182 1404</box>
page-grid <box>12 84 1188 2158</box>
paragraph: জানা যায়, ২০২১ সালে ঢাকা বিশ্ববিদ্যালয়ের প্রশাসন নিয়মিত স্বাস্থ্যবীমা চালু রাখার উদ্যোগ নিলেও তা পুরোপুরি বাস্তবায়িত হয়নি। শিক্ষার্থীরা বলছেন, প্রিমিয়াম আদায় হলেও সেবা মেলে না। <box>863 262 1023 348</box>
jump-text: ৪র্থ পৃ: ৩-এর কলামে <box>28 1390 106 1402</box>
photo-banner-badge: গোলটেবিল আলোচনা <box>216 99 310 129</box>
jump-line[interactable] <box>409 1279 507 1294</box>
article-dmch-attack <box>519 1298 679 1561</box>
bullet-icon <box>863 892 869 898</box>
headline-malaysia-labour[interactable]: খুলছে মালয়েশিয়ার শ্রমবাজার, কমবে ব্যয় <box>215 918 486 970</box>
jump-line[interactable] <box>519 1873 679 1888</box>
jump-text: ৪র্থ পৃ: ৩-এর কলামে <box>420 702 498 714</box>
byline-text: নিজস্ব প্রতিবেদক <box>27 171 97 183</box>
byline-text: নিজস্ব প্রতিবেদক <box>529 1071 599 1083</box>
